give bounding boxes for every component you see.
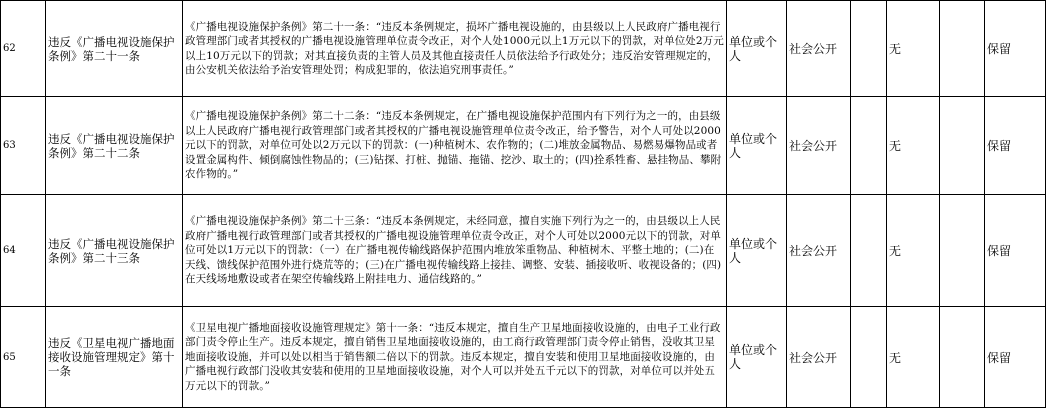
subject: 单位或个人 xyxy=(727,97,787,195)
item-name: 违反《广播电视设施保护条例》第二十一条 xyxy=(46,1,183,97)
item-name: 违反《卫星电视广播地面接收设施管理规定》第十一条 xyxy=(46,307,183,408)
legal-basis: 《广播电视设施保护条例》第二十二条：“违反本条例规定，在广播电视设施保护范围内有下列行为之一的，由县级以上人民政府广播电视行政管理部门或者其授权的广播电视设施管理单位责令改正，给予警告，对个人可处以2000元以下的罚款，对单位可处以2万元以下的罚款：(一)种植树木、农作物的；(二)堆放金属物品、易燃易爆物品或者设置金属构件、倾倒腐蚀性物品的；(三)钻探、打桩、抛锚、拖锚、挖沙、取土的；(四)拴系牲畜、悬挂物品、攀附农作物的。” xyxy=(183,97,727,195)
table-row xyxy=(1,307,1046,408)
disclosure: 社会公开 xyxy=(787,307,851,408)
legal-basis: 《广播电视设施保护条例》第二十三条：“违反本条例规定，未经同意，擅自实施下列行为之一的，由县级以上人民政府广播电视行政管理部门或者其授权的广播电视设施管理单位责令改正，对个人可处以2000元以下的罚款，对单位可处以1万元以下的罚款：（一）在广播电视传输线路保护范围内堆放笨重物品、种植树木、平整土地的；(二)在天线、馈线保护范围外进行烧荒等的；(三)在广播电视传输线路上接挂、调整、安装、插接收听、收视设备的；(四)在天线场地敷设或者在架空传输线路上附挂电力、通信线路的。” xyxy=(183,195,727,307)
empty-cell xyxy=(851,97,887,195)
empty-cell xyxy=(851,1,887,97)
none-value: 无 xyxy=(887,97,940,195)
legal-basis: 《广播电视设施保护条例》第二十一条：“违反本条例规定，损坏广播电视设施的，由县级以上人民政府广播电视行政管理部门或者其授权的广播电视设施管理单位责令改正，对个人处1000元以上1万元以下的罚款，对单位处2万元以上10万元以下的罚款；对其直接负责的主管人员及其他直接责任人员依法给予行政处分；违反治安管理规定的，由公安机关依法给予治安管理处罚；构成犯罪的，依法追究刑事责任。” xyxy=(183,1,727,97)
disclosure: 社会公开 xyxy=(787,195,851,307)
none-value: 无 xyxy=(887,1,940,97)
row-number: 62 xyxy=(1,1,46,97)
row-number: 65 xyxy=(1,307,46,408)
status-keep: 保留 xyxy=(985,97,1046,195)
status-keep: 保留 xyxy=(985,1,1046,97)
none-value: 无 xyxy=(887,307,940,408)
none-value: 无 xyxy=(887,195,940,307)
empty-cell xyxy=(851,195,887,307)
status-keep: 保留 xyxy=(985,307,1046,408)
disclosure: 社会公开 xyxy=(787,97,851,195)
table-row xyxy=(1,1,1046,97)
item-name: 违反《广播电视设施保护条例》第二十二条 xyxy=(46,97,183,195)
subject: 单位或个人 xyxy=(727,1,787,97)
empty-cell xyxy=(940,195,985,307)
row-number: 63 xyxy=(1,97,46,195)
table-row xyxy=(1,97,1046,195)
table-row xyxy=(1,195,1046,307)
disclosure: 社会公开 xyxy=(787,1,851,97)
subject: 单位或个人 xyxy=(727,307,787,408)
empty-cell xyxy=(851,307,887,408)
status-keep: 保留 xyxy=(985,195,1046,307)
legal-basis: 《卫星电视广播地面接收设施管理规定》第十一条：“违反本规定，擅自生产卫星地面接收设施的，由电子工业行政部门责令停止生产。违反本规定，擅自销售卫星地面接收设施的，由工商行政管理部门责令停止销售，没收其卫星地面接收设施，并可以处以相当于销售额二倍以下的罚款。违反本规定，擅自安装和使用卫星地面接收设施的，由广播电视行政部门没收其安装和使用的卫星地面接收设施，对个人可以并处五千元以下的罚款，对单位可以并处五万元以下的罚款。” xyxy=(183,307,727,408)
empty-cell xyxy=(940,97,985,195)
item-name: 违反《广播电视设施保护条例》第二十三条 xyxy=(46,195,183,307)
empty-cell xyxy=(940,307,985,408)
subject: 单位或个人 xyxy=(727,195,787,307)
empty-cell xyxy=(940,1,985,97)
row-number: 64 xyxy=(1,195,46,307)
